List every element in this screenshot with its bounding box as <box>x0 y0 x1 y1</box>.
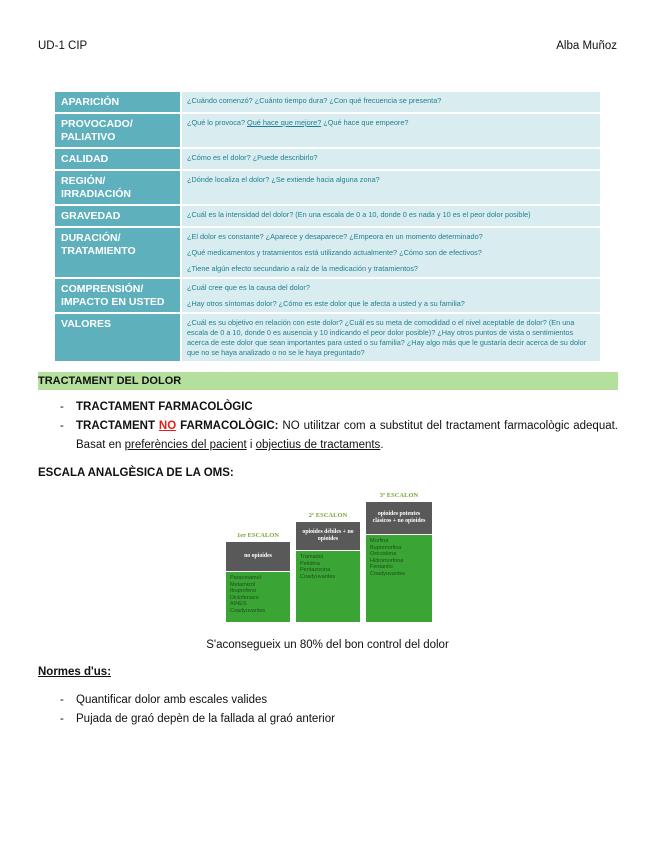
row-label: APARICIÓN <box>55 92 181 113</box>
row-label: COMPRENSIÓN/ IMPACTO EN USTED <box>55 278 181 313</box>
list-item: - Quantificar dolor amb escales valides <box>60 694 268 706</box>
step3-box: opioides potentes clásicos + no opioides <box>366 502 432 534</box>
step3-title: 3º ESCALON <box>379 492 419 499</box>
table-row <box>55 148 600 170</box>
row-label: GRAVEDAD <box>55 205 181 227</box>
treatment-list <box>60 398 618 455</box>
table-row <box>55 92 600 113</box>
row-label: REGIÓN/ IRRADIACIÓN <box>55 170 181 205</box>
row-questions: ¿Cuándo comenzó? ¿Cuánto tiempo dura? ¿Con qué frecuencia se presenta? <box>181 92 600 113</box>
rules-title: Normes d'us: <box>38 666 112 678</box>
row-questions: ¿Cómo es el dolor? ¿Puede describirlo? <box>181 148 600 170</box>
list-item: - TRACTAMENT NO FARMACOLÒGIC: NO utilitzar com a substitut del tractament farmacològic adequat. Basat en preferències del pacient i objectius de tractaments. <box>60 420 619 451</box>
table-row <box>55 227 600 278</box>
row-questions: ¿Qué lo provoca? Qué hace que mejore? ¿Qué hace que empeore? <box>181 113 600 148</box>
step1-drugs: Paracetamol Metamizol Ibuprofeno Diclofenaco AINES Coadyuvantes <box>226 572 290 622</box>
step1-title: 1er ESCALON <box>237 532 279 539</box>
oms-scale-title: ESCALA ANALGÈSICA DE LA OMS: <box>38 467 234 479</box>
row-questions: ¿Cuál es la intensidad del dolor? (En una escala de 0 a 10, donde 0 es nada y 10 es el peor dolor posible) <box>181 205 600 227</box>
link-preferences: preferències del pacient <box>124 439 247 451</box>
oms-analgesic-ladder <box>226 488 432 628</box>
table-row <box>55 278 600 313</box>
step2-box: opioides débiles + no opioides <box>296 522 360 550</box>
list-item: - TRACTAMENT FARMACOLÒGIC <box>60 401 253 413</box>
ladder-caption: S'aconsegueix un 80% del bon control del dolor <box>206 639 449 651</box>
step2-title: 2º ESCALON <box>308 512 348 519</box>
pain-assessment-table <box>55 92 600 363</box>
table-row <box>55 170 600 205</box>
table-row <box>55 313 600 362</box>
row-label: PROVOCADO/ PALIATIVO <box>55 113 181 148</box>
section-title-tractament: TRACTAMENT DEL DOLOR <box>38 372 618 390</box>
step2-drugs: Tramadol Petidina Pentazocina Coadyuvantes <box>296 551 360 622</box>
table-row <box>55 205 600 227</box>
row-label: DURACIÓN/ TRATAMIENTO <box>55 227 181 278</box>
header-course: UD-1 CIP <box>38 40 88 52</box>
row-label: CALIDAD <box>55 148 181 170</box>
row-questions: ¿El dolor es constante? ¿Aparece y desaparece? ¿Empeora en un momento determinado? ¿Qué medicamentos y tratamientos está utilizando actualmente? ¿Cómo son de efectivos? ¿Tiene algún efecto secundario a raíz de la medicación y tratamientos? <box>181 227 600 278</box>
header-author: Alba Muñoz <box>556 40 617 52</box>
rules-list <box>60 691 618 729</box>
table-row <box>55 113 600 148</box>
link-objectives: objectius de tractaments <box>255 439 381 451</box>
row-questions: ¿Cuál es su objetivo en relación con este dolor? ¿Cuál es su meta de comodidad o el nivel aceptable de dolor? (En una escala de 0 a 10, donde 0 es ausencia y 10 indicando el peor dolor posible)? ¿Hay otros puntos de vista o sentimientos acerca de este dolor que sean importantes para usted o su familia? ¿Hay algo más que le gustaría decir acerca de su dolor que no se haya analizado o no se le haya preguntado? <box>181 313 600 362</box>
row-questions: ¿Cuál cree que es la causa del dolor? ¿Hay otros síntomas dolor? ¿Cómo es este dolor que le afecta a usted y a su familia? <box>181 278 600 313</box>
row-label: VALORES <box>55 313 181 362</box>
list-item: - Pujada de graó depèn de la fallada al graó anterior <box>60 713 335 725</box>
no-emphasis: NO <box>158 420 177 432</box>
row-questions: ¿Dónde localiza el dolor? ¿Se extiende hacia alguna zona? <box>181 170 600 205</box>
step3-drugs: Morfina Buprenorfina Oxicodona Hidromorfona Fentanilo Coadyuvantes <box>366 535 432 622</box>
step1-box: no opioides <box>226 542 290 571</box>
